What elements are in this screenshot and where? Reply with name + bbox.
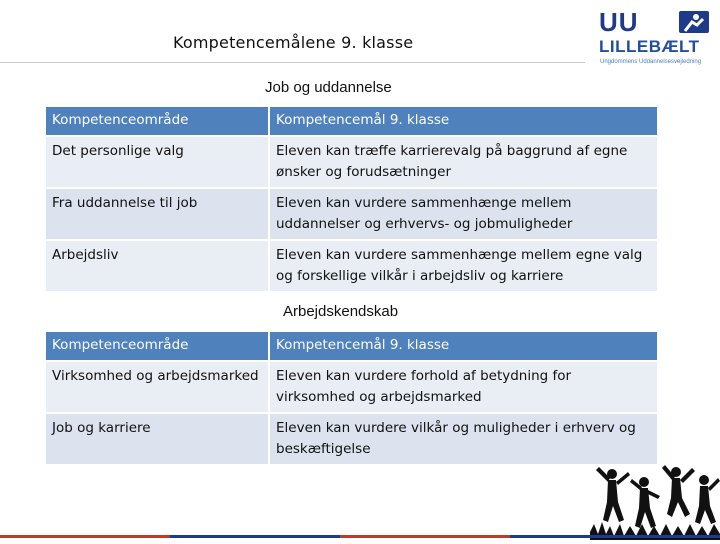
logo-tagline: Ungdommens Uddannelsesvejledning (600, 59, 702, 65)
goal-cell: Eleven kan træffe karrierevalg på baggrund af egne ønsker og forudsætninger (270, 135, 657, 187)
bottom-color-band (0, 535, 720, 538)
competence-table-arbejdskendskab (46, 332, 657, 464)
goal-cell: Eleven kan vurdere forhold af betydning for virksomhed og arbejdsmarked (270, 360, 657, 412)
competence-table-job-uddannelse (46, 107, 657, 291)
table-row (46, 360, 657, 412)
logo-figure-icon (679, 11, 709, 33)
area-cell: Virksomhed og arbejdsmarked (46, 360, 270, 412)
section-title-arbejdskendskab: Arbejdskendskab (283, 303, 399, 320)
area-cell: Fra uddannelse til job (46, 187, 270, 239)
uu-lillebaelt-logo (597, 8, 715, 68)
area-cell: Det personlige valg (46, 135, 270, 187)
table-row (46, 412, 657, 464)
goal-cell: Eleven kan vurdere vilkår og muligheder i erhverv og beskæftigelse (270, 412, 657, 464)
table-row (46, 239, 657, 291)
table-header-row (46, 332, 657, 360)
table-row (46, 187, 657, 239)
table-row (46, 135, 657, 187)
section-title-job-uddannelse: Job og uddannelse (265, 79, 392, 96)
goal-cell: Eleven kan vurdere sammenhænge mellem egne valg og forskellige vilkår i arbejdsliv og karriere (270, 239, 657, 291)
jumping-children-silhouette-icon (590, 462, 720, 540)
logo-lillebaelt-text: LILLEBÆLT (599, 37, 700, 56)
header-kompetencemaal: Kompetencemål 9. klasse (270, 107, 657, 135)
header-kompetenceomraade: Kompetenceområde (46, 332, 270, 360)
header-kompetenceomraade: Kompetenceområde (46, 107, 270, 135)
area-cell: Arbejdsliv (46, 239, 270, 291)
title-divider (0, 62, 585, 63)
logo-uu-text: UU (599, 7, 639, 37)
area-cell: Job og karriere (46, 412, 270, 464)
goal-cell: Eleven kan vurdere sammenhænge mellem uddannelser og erhvervs- og jobmuligheder (270, 187, 657, 239)
page-title: Kompetencemålene 9. klasse (173, 33, 414, 52)
header-kompetencemaal: Kompetencemål 9. klasse (270, 332, 657, 360)
table-header-row (46, 107, 657, 135)
